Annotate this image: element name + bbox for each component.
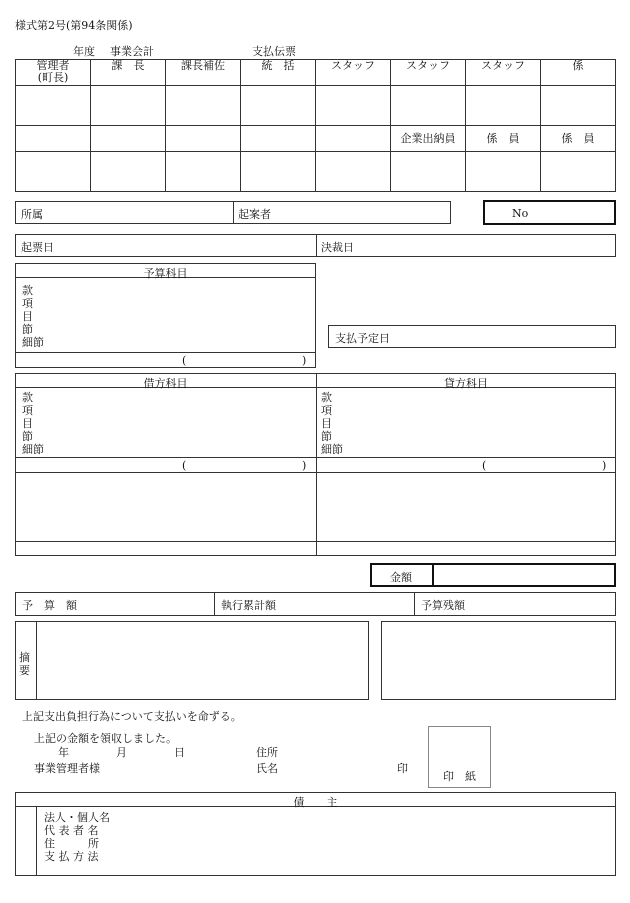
approval-sub-header: 係 員 [466, 126, 541, 152]
approval-sub-header [91, 126, 166, 152]
seal-cell[interactable] [316, 152, 391, 192]
debit-item: 項 [22, 404, 33, 417]
seal-cell[interactable] [241, 152, 316, 192]
revenue-stamp-label: 印 紙 [443, 770, 476, 783]
number-label: No [512, 207, 529, 220]
amount-label: 金額 [390, 571, 412, 584]
receipt-name: 氏名 [256, 762, 278, 775]
order-text: 上記支出負担行為について支払いを命ずる。 [22, 710, 242, 723]
receipt-day: 日 [174, 746, 185, 759]
credit-item: 項 [321, 404, 332, 417]
debit-item: 款 [22, 391, 33, 404]
approval-sub-header: 係 員 [541, 126, 616, 152]
debit-item: 節 [22, 430, 33, 443]
approval-sub-header [166, 126, 241, 152]
credit-paren-open: ( [482, 459, 487, 472]
creditor-item: 法人・個人名 [44, 811, 110, 824]
receipt-address: 住所 [256, 746, 278, 759]
accounting-label: 事業会計 [110, 45, 154, 58]
budget-amount-label: 予 算 額 [22, 599, 77, 612]
receipt-seal: 印 [397, 762, 408, 775]
approval-header: 係 [541, 60, 616, 86]
approval-sub-header [16, 126, 91, 152]
credit-item: 細節 [321, 443, 343, 456]
approval-sub-header [241, 126, 316, 152]
receipt-year: 年 [58, 746, 69, 759]
executed-amount-label: 執行累計額 [221, 599, 276, 612]
affiliation-label: 所属 [21, 208, 43, 221]
receipt-month: 月 [116, 746, 127, 759]
drafter-label: 起案者 [238, 208, 271, 221]
summary-label: 要 [19, 664, 30, 677]
seal-cell[interactable] [466, 86, 541, 126]
approval-header: 課長補佐 [166, 60, 241, 86]
seal-cell[interactable] [166, 86, 241, 126]
seal-cell[interactable] [91, 152, 166, 192]
decision-date-label: 決裁日 [321, 241, 354, 254]
creditor-item: 支 払 方 法 [44, 850, 99, 863]
budget-amount-row [15, 592, 616, 616]
approval-table [15, 59, 616, 192]
debit-item: 細節 [22, 443, 44, 456]
approval-sub-header: 企業出納員 [391, 126, 466, 152]
seal-cell[interactable] [541, 86, 616, 126]
budget-item: 款 [22, 284, 33, 297]
budget-item: 細節 [22, 336, 44, 349]
receipt-text: 上記の金額を領収しました。 [34, 732, 177, 745]
seal-cell[interactable] [91, 86, 166, 126]
budget-item: 目 [22, 310, 33, 323]
approval-header [16, 60, 91, 86]
budget-item: 項 [22, 297, 33, 310]
creditor-item: 代 表 者 名 [44, 824, 99, 837]
budget-title: 予算科目 [143, 267, 188, 280]
credit-title: 貸方科目 [444, 377, 488, 390]
seal-cell[interactable] [391, 86, 466, 126]
approval-sub-header [316, 126, 391, 152]
approval-header: 課 長 [91, 60, 166, 86]
seal-cell[interactable] [391, 152, 466, 192]
debit-paren-close: ) [302, 459, 307, 472]
form-title: 支払伝票 [252, 45, 296, 58]
number-box[interactable] [483, 200, 616, 225]
note-box[interactable] [381, 621, 616, 700]
draft-date-label: 起票日 [21, 241, 54, 254]
budget-paren-close: ) [302, 354, 307, 367]
seal-cell[interactable] [241, 86, 316, 126]
form-number: 様式第2号(第94条関係) [15, 19, 133, 32]
seal-cell[interactable] [541, 152, 616, 192]
approval-header: スタッフ [316, 60, 391, 86]
fiscal-year-label: 年度 [73, 45, 95, 58]
seal-cell[interactable] [16, 86, 91, 126]
credit-item: 目 [321, 417, 332, 430]
receipt-manager: 事業管理者様 [34, 762, 100, 775]
seal-cell[interactable] [316, 86, 391, 126]
seal-cell[interactable] [16, 152, 91, 192]
credit-paren-close: ) [602, 459, 607, 472]
summary-box[interactable] [15, 621, 369, 700]
approval-header-line: (町長) [37, 71, 69, 84]
creditor-item: 住 所 [44, 837, 99, 850]
approval-header: スタッフ [391, 60, 466, 86]
approval-header: スタッフ [466, 60, 541, 86]
budget-item: 節 [22, 323, 33, 336]
debit-item: 目 [22, 417, 33, 430]
creditor-title: 債 主 [293, 796, 338, 809]
approval-header-line: 管理者 [36, 59, 70, 72]
debit-paren-open: ( [182, 459, 187, 472]
remaining-amount-label: 予算残額 [421, 599, 465, 612]
summary-label: 摘 [19, 651, 30, 664]
credit-item: 款 [321, 391, 332, 404]
payment-due-label: 支払予定日 [335, 332, 390, 345]
budget-paren-open: ( [182, 354, 187, 367]
credit-item: 節 [321, 430, 332, 443]
approval-header: 統 括 [241, 60, 316, 86]
seal-cell[interactable] [166, 152, 241, 192]
seal-cell[interactable] [466, 152, 541, 192]
debit-title: 借方科目 [143, 377, 188, 390]
